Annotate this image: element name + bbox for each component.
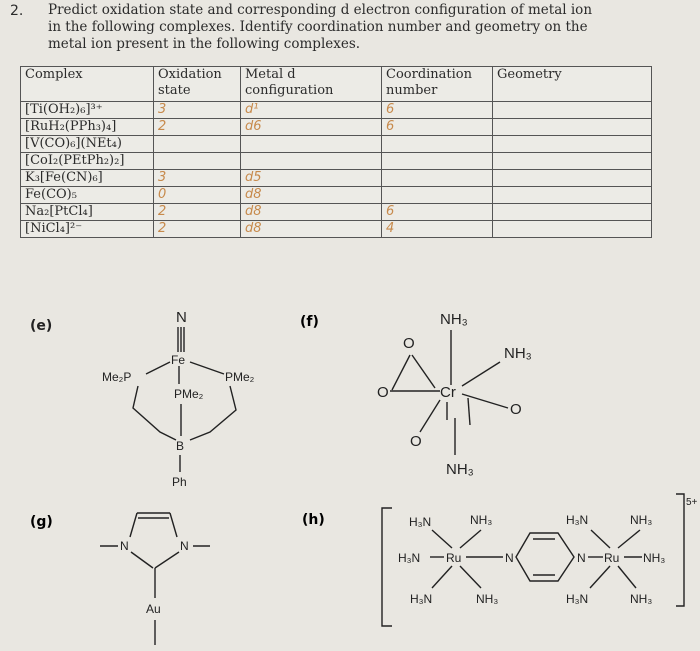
cell-cn [382,170,493,187]
e-pme2-left: Me₂P [102,370,132,384]
e-pme2-right: PMe₂ [225,370,255,384]
cell-geom [493,204,652,221]
cell-geom [493,119,652,136]
header-metal-d-configuration: Metal d configuration [241,67,382,102]
cell-dconf: d8 [241,187,382,204]
e-phenyl: Ph [172,475,187,489]
cell-dconf [241,136,382,153]
cell-dconf: d5 [241,170,382,187]
cell-ox: 0 [154,187,241,204]
question-text [10,2,690,53]
h-nh3-ul: NH₃ [470,513,493,527]
h-h3n-lr: H₃N [566,592,589,606]
f-oxygen-top: O [403,335,415,352]
e-pme2-bottom: PMe₂ [174,387,204,401]
complex-table [20,66,652,238]
g-nitrogen-left: N [120,539,129,553]
header-coordination-number: Coordination number [382,67,493,102]
h-nh3-ur: NH₃ [630,513,653,527]
cell-ox [154,153,241,170]
cell-complex: [CoI₂(PEtPh₂)₂] [21,153,154,170]
table-row [21,153,652,170]
cell-geom [493,187,652,204]
table-row [21,170,652,187]
label-g: (g) [30,514,53,530]
cell-complex: Fe(CO)₅ [21,187,154,204]
e-boron: B [176,439,185,453]
cell-cn [382,136,493,153]
h-n-left: N [505,551,514,565]
cell-ox: 2 [154,119,241,136]
h-h3n-left: H₃N [398,551,421,565]
cell-ox: 2 [154,221,241,238]
table-row [21,102,652,119]
cell-complex: [Ti(OH₂)₆]³⁺ [21,102,154,119]
cell-geom [493,170,652,187]
label-e: (e) [30,318,53,334]
table-row [21,221,652,238]
cell-cn: 4 [382,221,493,238]
h-h3n-ul: H₃N [409,515,432,529]
cell-cn: 6 [382,102,493,119]
question-line-2: in the following complexes. Identify coordination number and geometry on the [48,19,588,35]
table-row [21,204,652,221]
h-n-right: N [577,551,586,565]
cell-cn [382,187,493,204]
header-oxidation-state: Oxidation state [154,67,241,102]
cell-ox: 2 [154,204,241,221]
f-oxygen-bottom: O [410,433,422,450]
f-oxygen-right: O [510,401,522,418]
h-nh3-lr: NH₃ [630,592,653,606]
table-row [21,136,652,153]
label-h: (h) [302,512,325,528]
table-row [21,119,652,136]
e-nitrogen: N [176,309,187,326]
h-nh3-right: NH₃ [643,551,666,565]
cell-dconf: d¹ [241,102,382,119]
table-header-row [21,67,652,102]
f-nh3-right: NH₃ [504,345,532,362]
cell-ox [154,136,241,153]
cell-dconf: d6 [241,119,382,136]
header-geometry: Geometry [493,67,652,102]
e-iron: Fe [171,353,186,367]
f-oxygen-left: O [377,384,389,401]
cell-dconf [241,153,382,170]
header-complex: Complex [21,67,154,102]
cell-complex: [V(CO)₆](NEt₄) [21,136,154,153]
cell-complex: [RuH₂(PPh₃)₄] [21,119,154,136]
f-nh3-bottom: NH₃ [446,461,474,478]
h-nh3-ll: NH₃ [476,592,499,606]
f-nh3-top: NH₃ [440,311,468,328]
cell-complex: K₃[Fe(CN)₆] [21,170,154,187]
cell-ox: 3 [154,170,241,187]
cell-cn [382,153,493,170]
h-charge: 5+ [686,497,698,508]
cell-complex: Na₂[PtCl₄] [21,204,154,221]
h-ru-left: Ru [446,551,462,565]
cell-ox: 3 [154,102,241,119]
cell-geom [493,221,652,238]
cell-cn: 6 [382,119,493,136]
table-row [21,187,652,204]
h-ru-right: Ru [604,551,620,565]
h-h3n-ur: H₃N [566,513,589,527]
label-f: (f) [300,314,319,330]
g-nitrogen-right: N [180,539,189,553]
cell-geom [493,136,652,153]
question-line-3: metal ion present in the following complexes. [48,36,361,52]
g-gold: Au [146,602,161,616]
question-number: 2. [10,3,24,19]
cell-cn: 6 [382,204,493,221]
cell-complex: [NiCl₄]²⁻ [21,221,154,238]
cell-geom [493,153,652,170]
f-chromium: Cr [440,384,456,401]
cell-dconf: d8 [241,221,382,238]
h-h3n-ll: H₃N [410,592,433,606]
question-line-1: Predict oxidation state and corresponding d electron configuration of metal ion [48,2,593,18]
cell-geom [493,102,652,119]
cell-dconf: d8 [241,204,382,221]
